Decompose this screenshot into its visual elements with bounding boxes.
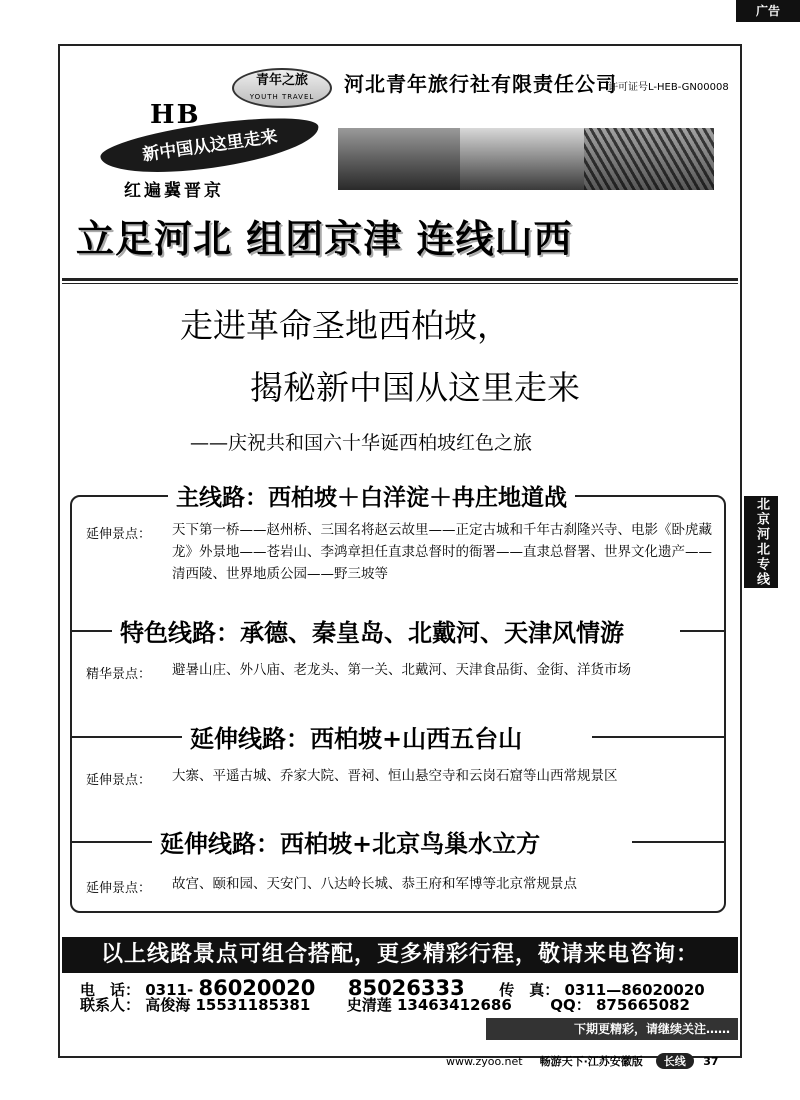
main-slogan: 立足河北 组团京津 连线山西 — [76, 217, 573, 261]
route-desc: 避暑山庄、外八庙、老龙头、第一关、北戴河、天津食品街、金街、洋货市场 — [172, 662, 631, 678]
photo-landscape — [460, 128, 584, 190]
qq-number: 875665082 — [596, 996, 690, 1014]
route-label: 精华景点： — [86, 667, 152, 682]
footer-site: www.zyoo.net — [446, 1055, 523, 1068]
fax-label: 传 真： — [499, 981, 560, 999]
ad-tag: 广告 — [736, 0, 800, 22]
qq-label: QQ： — [550, 996, 591, 1014]
route-title-wutai: 延伸线路：西柏坡+山西五台山 — [182, 719, 530, 754]
route-desc: 大寨、平遥古城、乔家大院、晋祠、恒山悬空寺和云岗石窟等山西常规景区 — [172, 768, 618, 784]
contact-person-row — [80, 994, 690, 1015]
footer-magazine: 畅游天下·江苏安徽版 — [539, 1055, 643, 1068]
route-label: 延伸景点： — [86, 881, 152, 896]
headline-line1: 走进革命圣地西柏坡， — [180, 306, 510, 345]
side-section-tab: 北京河北专线 — [744, 496, 778, 588]
contact-banner: 以上线路景点可组合搭配，更多精彩行程，敬请来电咨询： — [62, 937, 738, 973]
next-issue-bar: 下期更精彩，请继续关注…… — [486, 1018, 738, 1040]
hb-mark: HB — [150, 100, 201, 130]
license-number: 许可证号L-HEB-GN00008 — [608, 82, 729, 93]
fax-number: 0311—86020020 — [564, 981, 705, 999]
route-label: 延伸景点： — [86, 773, 152, 788]
tel1: 86020020 — [198, 976, 316, 1000]
divider — [62, 278, 738, 281]
tel-label: 电 话： — [80, 981, 141, 999]
footer-section-badge: 长线 — [656, 1053, 694, 1069]
rule — [632, 841, 726, 843]
headline-sub: ——庆祝共和国六十华诞西柏坡红色之旅 — [190, 432, 533, 454]
photo-birds-nest — [584, 128, 714, 190]
tel-prefix: 0311- — [145, 981, 194, 999]
contact-person2: 史清莲 13463412686 — [346, 996, 512, 1014]
rule — [72, 736, 182, 738]
route-label: 延伸景点： — [86, 527, 152, 542]
photo-statues — [338, 128, 460, 190]
rule — [72, 630, 112, 632]
contact-label: 联系人： — [80, 996, 141, 1014]
contact-person1: 高俊海 15531185381 — [145, 996, 311, 1014]
divider — [62, 283, 738, 284]
logo-ribbon: 新中国从这里走来 — [98, 109, 322, 183]
rule — [592, 736, 726, 738]
routes-box — [70, 484, 726, 913]
page-footer — [446, 1053, 719, 1069]
tel2: 85026333 — [347, 976, 465, 1000]
route-title-beijing: 延伸线路：西柏坡+北京鸟巢水立方 — [152, 824, 548, 859]
route-title-main: 主线路：西柏坡＋白洋淀＋冉庄地道战 — [168, 479, 575, 512]
rule — [72, 841, 152, 843]
photo-strip — [338, 128, 714, 190]
logo-tagline: 红遍冀晋京 — [124, 181, 224, 201]
route-desc: 天下第一桥——赵州桥、三国名将赵云故里——正定古城和千年古刹隆兴寺、电影《卧虎藏龙》外景地——苍岩山、李鸿章担任直隶总督时的衙署——直隶总督署、世界文化遗产——清西陵、世界地质公园——野三坡等 — [172, 522, 712, 582]
route-desc: 故宫、颐和园、天安门、八达岭长城、恭王府和军博等北京常规景点 — [172, 876, 577, 892]
youth-travel-logo — [232, 68, 332, 108]
brand-en: YOUTH TRAVEL — [249, 93, 315, 101]
page-number: 37 — [703, 1055, 719, 1068]
headline-line2: 揭秘新中国从这里走来 — [250, 368, 580, 407]
brand-cn: 青年之旅 — [255, 73, 308, 88]
route-title-feature: 特色线路：承德、秦皇岛、北戴河、天津风情游 — [112, 613, 632, 648]
rule — [680, 630, 726, 632]
company-name: 河北青年旅行社有限责任公司 — [344, 72, 617, 96]
